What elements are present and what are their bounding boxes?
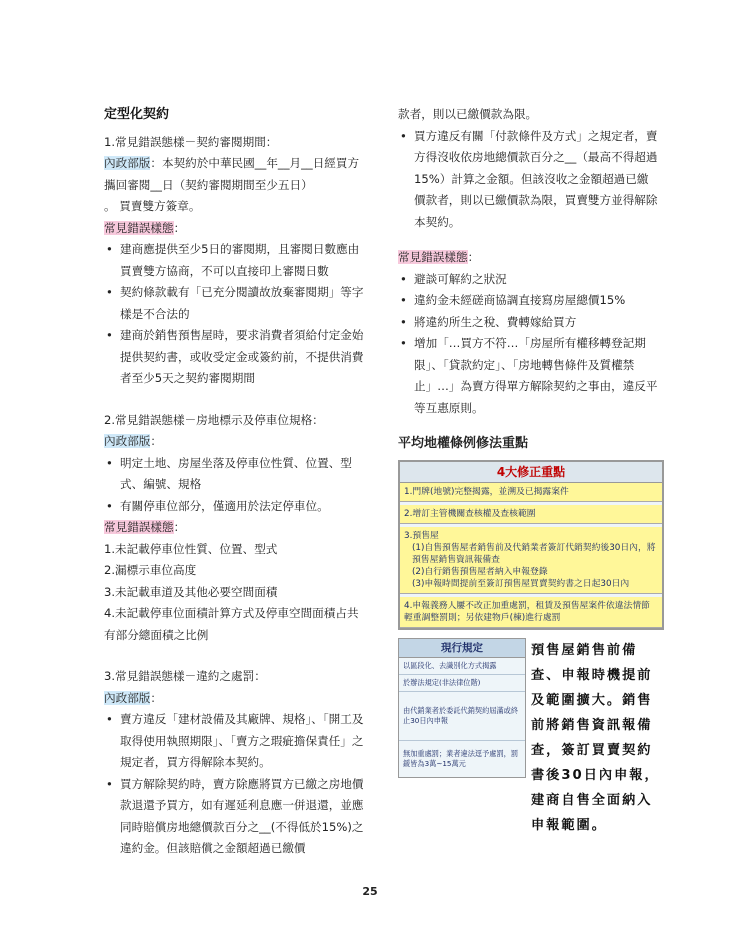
list-item: • 建商於銷售預售屋時，要求消費者須給付定金始提供契約書，或收受定金或簽約前，不提供消費者至少5天之契約審閱期間	[104, 325, 366, 390]
list-line: 2.漏標示車位高度	[104, 563, 197, 577]
ministry-version-badge: 內政部版	[104, 690, 151, 705]
error-heading	[104, 218, 366, 240]
colon: ：	[150, 690, 162, 705]
colon: ：	[173, 520, 186, 534]
current-rules-table	[398, 638, 526, 778]
colon: ：	[150, 434, 162, 448]
table-row: 以區段化、去識別化方式揭露	[399, 658, 525, 675]
error-heading	[104, 517, 366, 539]
list-line: 1.未記載停車位性質、位置、型式	[104, 541, 278, 556]
list-item: • 違約金未經磋商協調直接寫房屋總價15%	[398, 290, 660, 312]
subsection-heading: 1.常見錯誤態樣－契約審閱期間：	[104, 134, 278, 149]
colon: ：	[467, 250, 480, 264]
list-item: • 有關停車位部分，僅適用於法定停車位。	[104, 496, 366, 518]
table-row: 由代銷業者於委託代銷契約屆滿或終止30日內申報	[399, 692, 525, 741]
row-line: (3)申報時間提前至簽訂預售屋買賣契約書之日起30日內	[412, 578, 630, 589]
list-item: • 避談可解約之狀況	[398, 269, 660, 291]
list-line: 4.未記載停車位面積計算方式及停車空間面積占共有部分總面積之比例	[104, 606, 359, 642]
list-item: • 明定土地、房屋坐落及停車位性質、位置、型式、編號、規格	[104, 453, 366, 496]
list-item: • 買方違反有關「付款條件及方式」之規定者，賣方得沒收依房地總價款百分之__（最高不得超過15%）計算之金額。但該沒收之金額超過已繳價款者，則以已繳價款為限，買賣雙方並得解除本契約。	[398, 126, 660, 234]
table-row: 1.門牌(地號)完整揭露，並溯及已揭露案件	[400, 483, 662, 502]
list-item: • 賣方違反「建材設備及其廠牌、規格」、「開工及取得使用執照期限」、「賣方之瑕疵擔保責任」之規定者，買方得解除本契約。	[104, 709, 366, 774]
bullet-list	[398, 269, 660, 420]
amendment-table	[398, 460, 664, 630]
table-row	[400, 527, 662, 594]
comparison-area	[398, 638, 660, 833]
colon: ：	[173, 220, 186, 235]
table-row: 2.增訂主管機關查核權及查核範圍	[400, 505, 662, 524]
paragraph-text: 。 買賣雙方簽章。	[104, 199, 201, 213]
paragraph-text: 款者，則以已繳價款為限。	[398, 107, 538, 121]
table-row: 於辦法規定(非法律位階)	[399, 675, 525, 692]
bullet-list	[398, 126, 660, 234]
table-row: 4.申報義務人屢不改正加重處罰，租賃及預售屋案件依違法情節輕重調整罰則；另依建物戶(棟)進行處罰	[400, 597, 662, 628]
section-title: 平均地權條例修法重點	[398, 436, 529, 451]
row-line: (1)自售預售屋者銷售前及代銷業者簽訂代銷契約後30日內，將預售屋銷售資訊報備查	[412, 542, 656, 565]
row-title: 3.預售屋	[404, 530, 439, 541]
right-column	[398, 104, 660, 833]
current-rules-header: 現行規定	[399, 639, 525, 658]
list-line: 3.未記載車道及其他必要空間面積	[104, 584, 278, 599]
subsection-heading: 3.常見錯誤態樣－違約之處罰：	[104, 669, 266, 683]
badge-line	[104, 431, 366, 453]
bullet-list	[104, 453, 366, 518]
common-error-badge: 常見錯誤樣態	[398, 250, 468, 264]
bullet-list	[104, 239, 366, 390]
table-row: 無加重處罰；業者違法逕予處罰，罰鍰皆為3萬~15萬元	[403, 748, 519, 768]
left-column	[104, 104, 366, 860]
row-line: (2)自行銷售預售屋者納入申報登錄	[412, 566, 548, 577]
list-item: • 建商應提供至少5日的審閱期，且審閱日數應由買賣雙方協商，不可以直接印上審閱日數	[104, 239, 366, 282]
page-number: 25	[362, 885, 378, 898]
table-header: 4大修正重點	[400, 462, 662, 483]
common-error-badge: 常見錯誤樣態	[104, 220, 174, 235]
summary-note: 預售屋銷售前備查、申報時機提前及範圍擴大。銷售前將銷售資訊報備查，簽訂買賣契約書後30日內申報，建商自售全面納入申報範圍。	[531, 642, 660, 833]
list-item: • 契約條款載有「已充分閱讀故放棄審閱期」等字樣是不合法的	[104, 282, 366, 325]
list-item: • 將違約所生之稅、費轉嫁給買方	[398, 312, 660, 334]
paragraph-text: ：本契約於中華民國__年__月__日經買方攜回審閱__日（契約審閱期間至少五日）	[104, 156, 360, 192]
badge-line	[104, 688, 366, 710]
ministry-version-badge: 內政部版	[104, 156, 151, 170]
subsection-heading: 2.常見錯誤態樣－房地標示及停車位規格：	[104, 412, 324, 427]
bullet-list	[104, 709, 366, 860]
common-error-badge: 常見錯誤樣態	[104, 520, 174, 534]
ministry-version-badge: 內政部版	[104, 434, 151, 448]
list-item: • 買方解除契約時，賣方除應將買方已繳之房地價款退還予買方，如有遲延利息應一併退還，並應同時賠償房地總價款百分之__(不得低於15%)之違約金。但該賠償之金額超過已繳價	[104, 774, 366, 860]
error-heading	[398, 247, 660, 269]
list-item: • 增加「…買方不符…「房屋所有權移轉登記期限」、「貸款約定」、「房地轉售條件及質權禁止」…」為賣方得單方解除契約之事由，違反平等互惠原則。	[398, 333, 660, 419]
paragraph	[104, 153, 366, 196]
section-title: 定型化契約	[104, 107, 170, 122]
